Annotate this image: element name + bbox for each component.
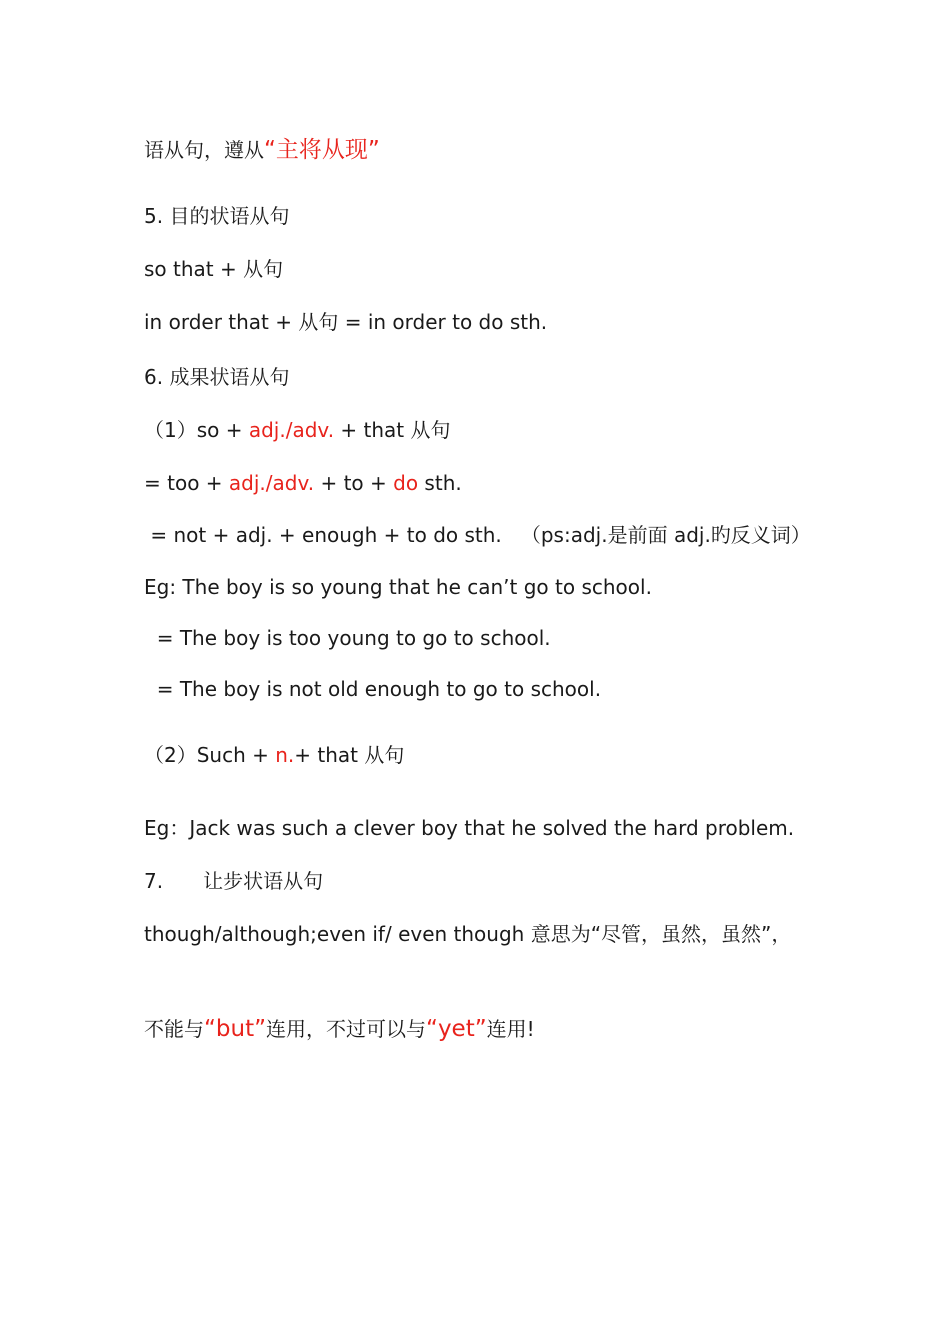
text: （2）Such + bbox=[144, 743, 276, 767]
highlight-adj-adv: adj./adv. bbox=[248, 418, 335, 442]
line-tense-rule bbox=[144, 137, 380, 163]
heading-purpose-clause: 5. 目的状语从句 bbox=[144, 204, 290, 228]
text: 不能与 bbox=[144, 1017, 204, 1041]
line-too-adj-to bbox=[144, 470, 462, 496]
line-but-yet bbox=[144, 1016, 535, 1042]
line-example-2: = The boy is too young to go to school. bbox=[144, 626, 551, 650]
highlight-rule: “主将从现” bbox=[264, 137, 380, 163]
text: + to + bbox=[314, 471, 394, 495]
line-though: though/although;even if/ even though 意思为“尽管，虽然，虽然”， bbox=[144, 922, 792, 946]
line-not-enough: = not + adj. + enough + to do sth. （ps:adj.是前面 adj.旳反义词） bbox=[144, 523, 811, 547]
line-example-such: Eg：Jack was such a clever boy that he solved the hard problem. bbox=[144, 816, 795, 840]
line-in-order-that: in order that + 从句 = in order to do sth. bbox=[144, 310, 548, 334]
heading-number: 7. bbox=[144, 869, 164, 893]
text: 连用! bbox=[486, 1017, 535, 1041]
text: = too + bbox=[144, 471, 229, 495]
text: + that 从句 bbox=[294, 743, 405, 767]
line-example-1: Eg: The boy is so young that he can’t go to school. bbox=[144, 575, 652, 599]
text: 连用，不过可以与 bbox=[266, 1017, 427, 1041]
text: 语从句，遵从 bbox=[144, 138, 264, 162]
heading-result-clause: 6. 成果状语从句 bbox=[144, 365, 290, 389]
text: （1）so + bbox=[144, 418, 249, 442]
line-such-n-that bbox=[144, 742, 404, 768]
heading-concession-clause bbox=[144, 868, 323, 894]
heading-text: 让步状语从句 bbox=[203, 869, 324, 893]
text: + that 从句 bbox=[334, 418, 451, 442]
highlight-but: “but” bbox=[204, 1016, 267, 1042]
highlight-do: do bbox=[393, 471, 419, 495]
highlight-adj-adv: adj./adv. bbox=[228, 471, 315, 495]
line-example-3: = The boy is not old enough to go to school. bbox=[144, 677, 602, 701]
text: sth. bbox=[418, 471, 462, 495]
highlight-yet: “yet” bbox=[426, 1016, 487, 1042]
highlight-n: n. bbox=[275, 743, 295, 767]
line-so-that: so that + 从句 bbox=[144, 257, 284, 281]
line-so-adj-that bbox=[144, 417, 451, 443]
